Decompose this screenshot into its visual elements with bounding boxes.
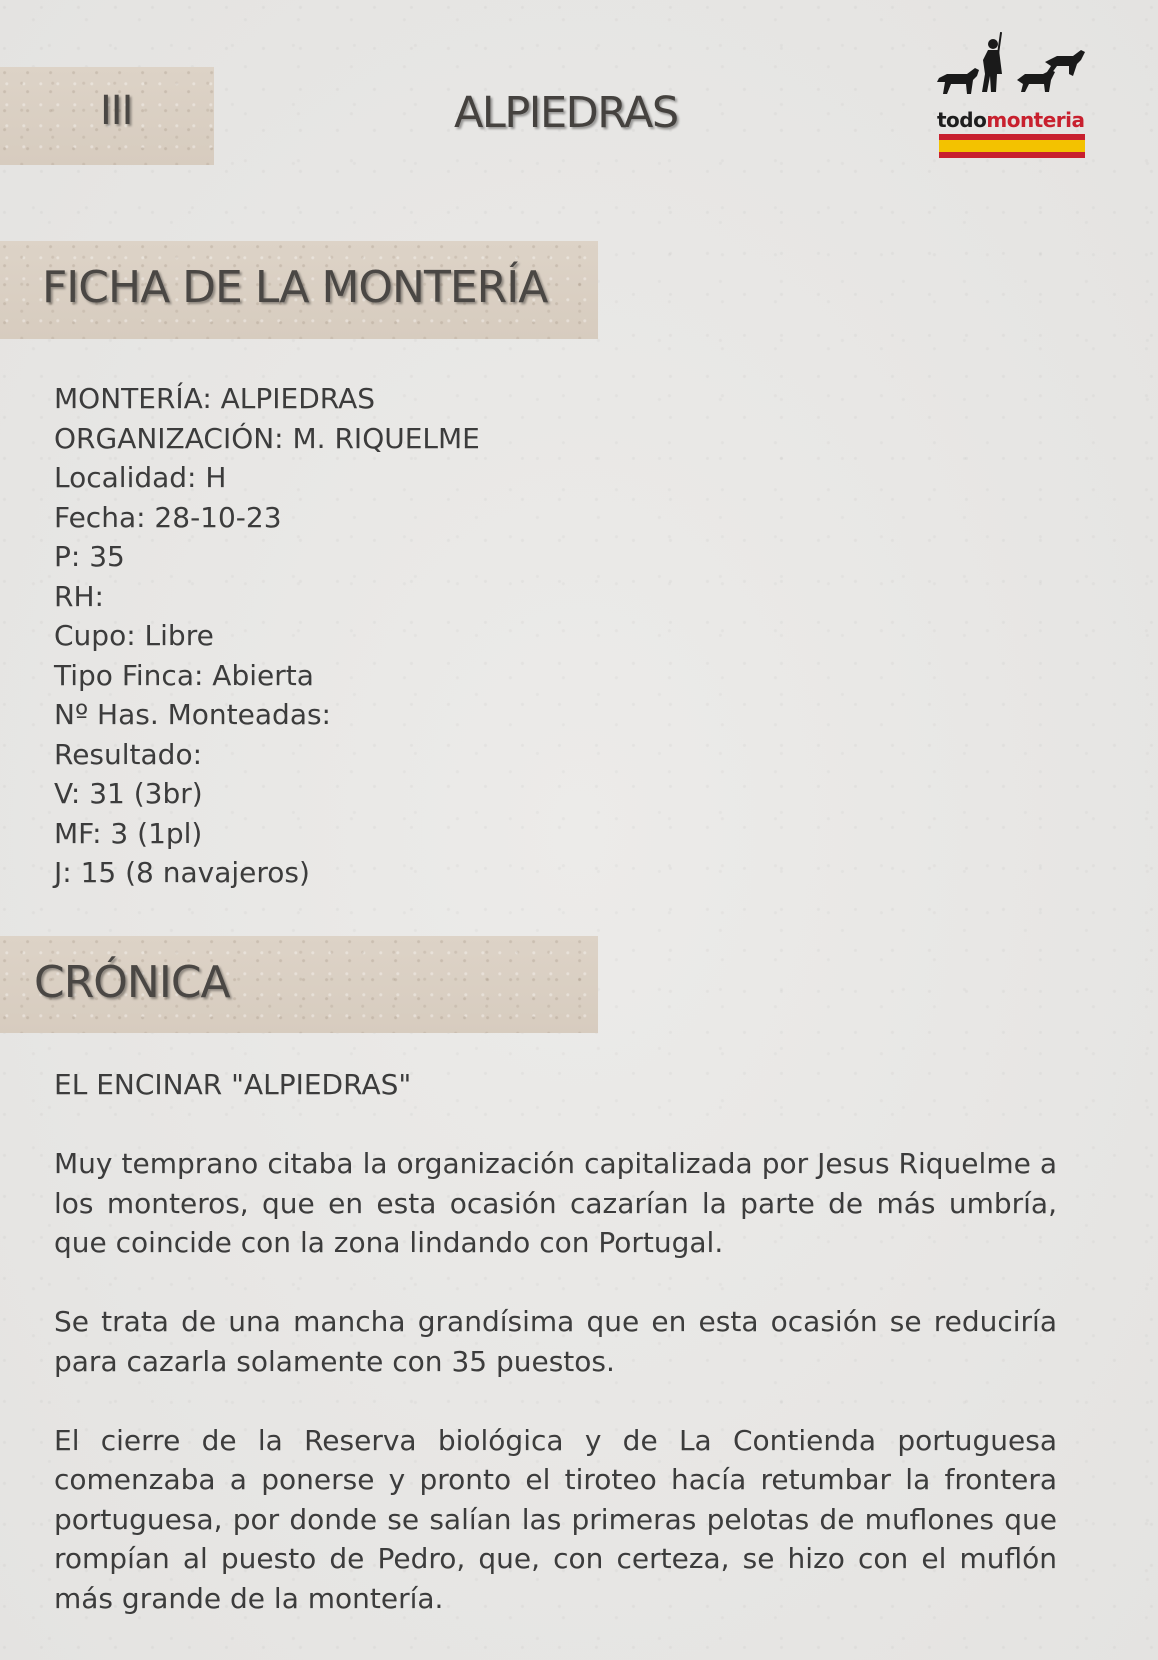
page-title: ALPIEDRAS — [454, 88, 678, 138]
cronica-paragraph: Se trata de una mancha grandísima que en esta ocasión se reduciría para cazarla solamente con 35 puestos. — [54, 1305, 1057, 1378]
logo-text-monteria: monteria — [986, 108, 1085, 132]
ficha-details-list — [54, 379, 480, 893]
ficha-item-cupo: Cupo: Libre — [54, 619, 214, 652]
ficha-item-tipo-finca: Tipo Finca: Abierta — [54, 658, 314, 692]
ficha-item-hectareas: Nº Has. Monteadas: — [54, 698, 331, 731]
cronica-subtitle: EL ENCINAR "ALPIEDRAS" — [54, 1068, 412, 1101]
ficha-item-organizacion: ORGANIZACIÓN: M. RIQUELME — [54, 421, 480, 455]
cronica-paragraph: El cierre de la Reserva biológica y de La Contienda portuguesa comenzaba a ponerse y pronto el tiroteo hacía retumbar la frontera portuguesa, por donde se salían las primeras pelotas de muflones que rompían al puesto de Pedro, que, con certeza, se hizo con el muflón más grande de la montería. — [54, 1423, 1057, 1615]
cronica-body — [54, 1065, 1057, 1658]
ficha-item-localidad: Localidad: H — [54, 461, 227, 494]
chapter-number: III — [100, 88, 133, 134]
logo-wordmark — [937, 108, 1085, 132]
ficha-item-muflones: MF: 3 (1pl) — [54, 816, 203, 850]
logo-text-todo: todo — [937, 108, 987, 132]
hunter-with-dogs-icon — [933, 30, 1087, 108]
ficha-item-jabalies: J: 15 (8 navajeros) — [54, 856, 310, 889]
cronica-paragraph: Muy temprano citaba la organización capitalizada por Jesus Riquelme a los monteros, que en esta ocasión cazarían la parte de más umbría, que coincide con la zona lindando con Portugal. — [54, 1147, 1057, 1259]
todomonteria-logo — [933, 30, 1087, 162]
ficha-item-venados: V: 31 (3br) — [54, 777, 203, 810]
ficha-item-resultado: Resultado: — [54, 737, 203, 771]
ficha-item-monteria: MONTERÍA: ALPIEDRAS — [54, 382, 376, 415]
ficha-item-fecha: Fecha: 28-10-23 — [54, 500, 282, 534]
spanish-flag-stripes — [939, 134, 1085, 158]
ficha-item-rehalas: RH: — [54, 579, 104, 613]
cronica-heading: CRÓNICA — [34, 957, 230, 1008]
ficha-item-puestos: P: 35 — [54, 540, 125, 573]
ficha-heading: FICHA DE LA MONTERÍA — [42, 262, 548, 313]
